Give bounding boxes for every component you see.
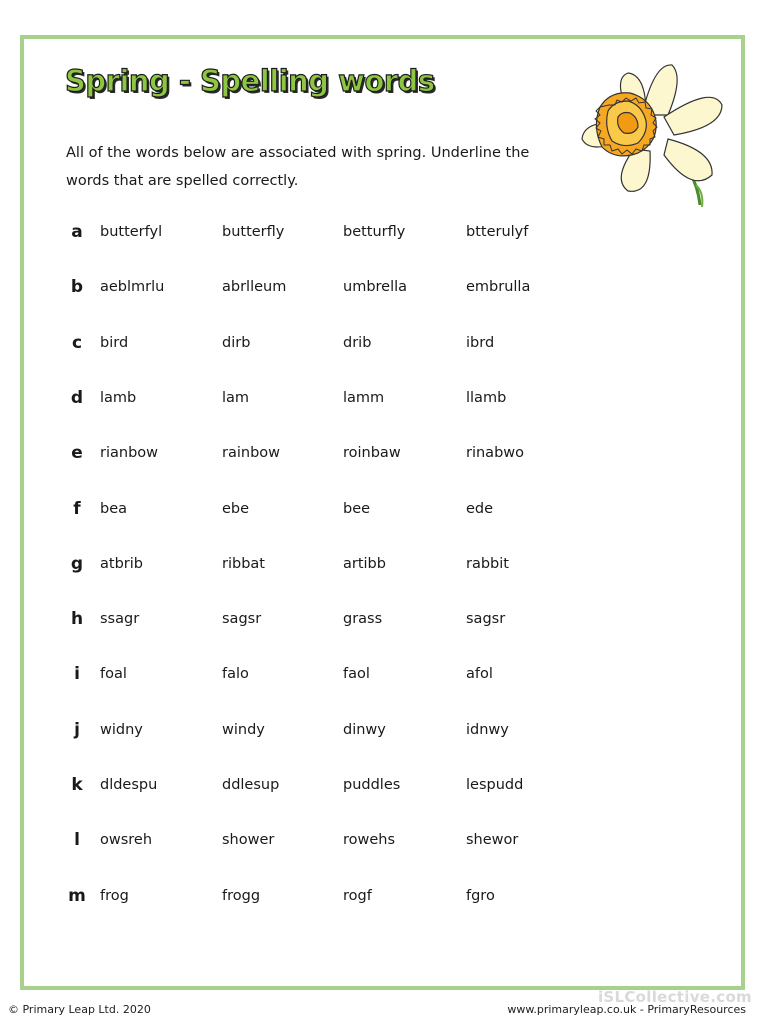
row-letter: e (71, 443, 83, 463)
spelling-option[interactable]: bee (343, 501, 371, 517)
spelling-option[interactable]: betturfly (343, 224, 406, 240)
spelling-option[interactable]: rianbow (100, 445, 158, 461)
spelling-option[interactable]: faol (343, 666, 370, 682)
spelling-option[interactable]: ede (466, 501, 494, 517)
spelling-option[interactable]: btterulyf (466, 224, 529, 240)
spelling-option[interactable]: umbrella (343, 279, 408, 295)
spelling-option[interactable]: rowehs (343, 832, 396, 848)
spelling-option[interactable]: embrulla (466, 279, 531, 295)
spelling-option[interactable]: ebe (222, 501, 250, 517)
row-letter: d (70, 388, 84, 408)
spelling-option[interactable]: shewor (466, 832, 519, 848)
website-footer: www.primaryleap.co.uk - PrimaryResources (507, 1003, 746, 1016)
spelling-option[interactable]: foal (100, 666, 127, 682)
row-letter: h (70, 609, 84, 629)
spelling-option[interactable]: atbrib (100, 556, 143, 572)
spelling-option[interactable]: lamm (343, 390, 385, 406)
spelling-option[interactable]: llamb (466, 390, 507, 406)
spelling-option[interactable]: roinbaw (343, 445, 401, 461)
spelling-option[interactable]: idnwy (466, 722, 509, 738)
word-row (0, 443, 768, 467)
row-letter: c (71, 333, 83, 353)
spelling-option[interactable]: falo (222, 666, 249, 682)
watermark: iSLCollective.com (597, 988, 752, 1006)
row-letter: l (74, 830, 80, 850)
spelling-option[interactable]: ibrd (466, 335, 495, 351)
word-row (0, 886, 768, 910)
worksheet-title: Spring - Spelling words (65, 64, 435, 98)
spelling-option[interactable]: rinabwo (466, 445, 524, 461)
word-row (0, 499, 768, 523)
spelling-option[interactable]: abrlleum (222, 279, 287, 295)
spelling-option[interactable]: lam (222, 390, 250, 406)
row-letter: j (74, 720, 80, 740)
spelling-option[interactable]: dirb (222, 335, 251, 351)
row-letter: m (68, 886, 86, 906)
word-row (0, 609, 768, 633)
word-row (0, 388, 768, 412)
spelling-option[interactable]: sagsr (222, 611, 262, 627)
spelling-option[interactable]: ddlesup (222, 777, 280, 793)
spelling-option[interactable]: rainbow (222, 445, 280, 461)
spelling-option[interactable]: lamb (100, 390, 137, 406)
spelling-option[interactable]: ssagr (100, 611, 140, 627)
word-row (0, 554, 768, 578)
word-row (0, 333, 768, 357)
spelling-option[interactable]: fgro (466, 888, 495, 904)
spelling-option[interactable]: artibb (343, 556, 386, 572)
spelling-option[interactable]: frog (100, 888, 129, 904)
copyright-footer: © Primary Leap Ltd. 2020 (8, 1003, 151, 1016)
spelling-option[interactable]: windy (222, 722, 265, 738)
row-letter: a (71, 222, 83, 242)
spelling-option[interactable]: dldespu (100, 777, 158, 793)
word-row (0, 775, 768, 799)
spelling-option[interactable]: owsreh (100, 832, 153, 848)
spelling-option[interactable]: bea (100, 501, 128, 517)
spelling-option[interactable]: butterfly (222, 224, 285, 240)
row-letter: i (74, 664, 80, 684)
word-row (0, 277, 768, 301)
spelling-option[interactable]: lespudd (466, 777, 524, 793)
word-row (0, 222, 768, 246)
spelling-option[interactable]: sagsr (466, 611, 506, 627)
spelling-option[interactable]: bird (100, 335, 129, 351)
spelling-option[interactable]: ribbat (222, 556, 265, 572)
spelling-option[interactable]: rogf (343, 888, 372, 904)
spelling-option[interactable]: rabbit (466, 556, 509, 572)
spelling-option[interactable]: frogg (222, 888, 261, 904)
spelling-option[interactable]: aeblmrlu (100, 279, 165, 295)
spelling-option[interactable]: dinwy (343, 722, 386, 738)
row-letter: k (71, 775, 83, 795)
spelling-option[interactable]: widny (100, 722, 143, 738)
spelling-option[interactable]: drib (343, 335, 372, 351)
spelling-option[interactable]: butterfyl (100, 224, 163, 240)
row-letter: g (70, 554, 84, 574)
row-letter: b (70, 277, 84, 297)
word-row (0, 664, 768, 688)
word-row (0, 830, 768, 854)
instructions-text: All of the words below are associated with spring. Underline the words that are spelled correctly. (66, 145, 530, 189)
row-letter: f (73, 499, 81, 519)
spelling-option[interactable]: afol (466, 666, 493, 682)
word-row (0, 720, 768, 744)
spelling-option[interactable]: grass (343, 611, 383, 627)
spelling-option[interactable]: shower (222, 832, 275, 848)
spelling-option[interactable]: puddles (343, 777, 401, 793)
daffodil-illustration (572, 55, 732, 215)
